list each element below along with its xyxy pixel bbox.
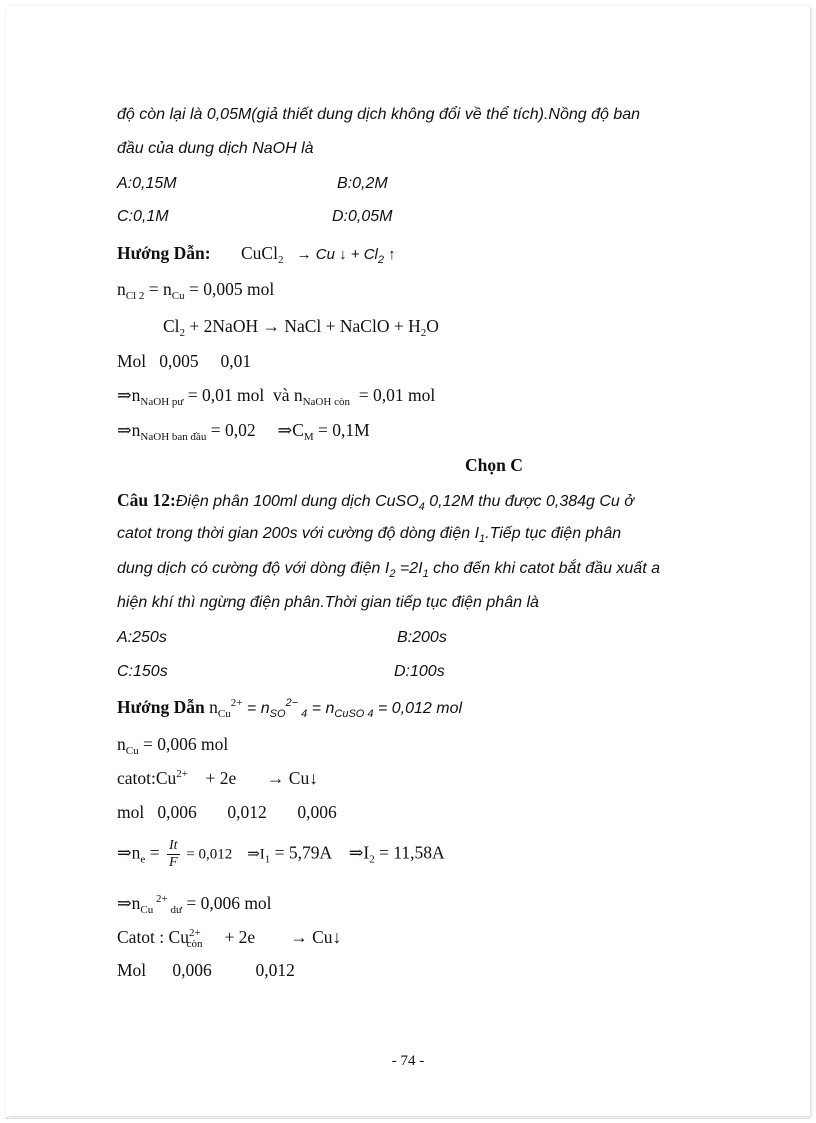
q11-options-row-1 (117, 172, 388, 196)
q11-options-row-2 (117, 205, 393, 229)
equation-cucl2: CuCl$_2$ → Cu ↓ + $Cl_2$ ↑ (241, 243, 396, 266)
q11-line-1: độ còn lại là 0,05M(giả thiết dung dịch không đổi về thể tích).Nồng độ ban (117, 106, 641, 123)
q12-options-row-1 (117, 626, 447, 650)
equation-cathode: $catot:Cu^{2+}$ + 2e → Cu↓ (117, 768, 318, 788)
page-bottom-rule (6, 1118, 810, 1119)
mol-row-2: mol 0,006 0,012 0,006 (117, 802, 337, 822)
answer-choice: Chọn C (465, 455, 523, 475)
equation-n-cu: $n_{Cu} = 0,006$ mol (117, 734, 229, 757)
q12-line-4: hiện khí thì ngừng điện phân.Thời gian tiếp tục điện phân là (117, 594, 539, 611)
solution-heading: Hướng Dẫn (117, 697, 205, 717)
q12-line-1: Câu 12:Điện phân 100ml dung dịch CuSO$_4$ 0,12M thu được 0,384g Cu ở (117, 490, 634, 513)
equation-cu-remaining: $\Rightarrow n_{Cu}$ $^{2+}$ $_{dư}$ = 0,006 mol (117, 893, 272, 916)
solution-11-heading-row (117, 241, 396, 267)
option-c: C:150s (117, 663, 168, 680)
equation-naoh-used: $\Rightarrow n_{NaOH pư} = 0,01$ mol và $n_{NaOH còn} = 0,01$ mol (117, 385, 436, 408)
equation-n-cl2: $n_{Cl 2} = n_{Cu} = 0,005$ mol (117, 279, 275, 302)
option-b: B:0,2M (337, 175, 388, 192)
solution-12-heading-row: Hướng Dẫn $n_{Cu}^{2+} = n_{SO}^{2-}$ $_4 = n_{CuSO 4} = 0,012$ mol (117, 697, 463, 720)
equation-current: $\Rightarrow n_e$ = $\frac{It}{F}$ = 0,012 $\Rightarrow I_1 = 5,79A$ $\Rightarrow I_2 = 11,58A$ (117, 838, 445, 870)
question-label: Câu 12: (117, 490, 176, 510)
fraction-it-over-f: $\frac{It}{F}$ (168, 838, 178, 870)
q11-line-2: đầu của dung dịch NaOH là (117, 140, 314, 157)
q12-options-row-2 (117, 660, 445, 684)
solution-heading: Hướng Dẫn: (117, 243, 211, 263)
option-b: B:200s (397, 629, 447, 646)
option-a: A:0,15M (117, 175, 177, 192)
mol-row-3: Mol 0,006 0,012 (117, 960, 295, 980)
option-d: D:100s (394, 663, 445, 680)
q12-line-2: catot trong thời gian 200s với cường độ dòng điện $I_1.Tiếp$ tục điện phân (117, 525, 622, 545)
equation-cathode-2: Catot : $Cu^{2+}_{còn}$ + 2e → Cu↓ (117, 927, 342, 950)
equation-cl2-naoh: $Cl_2$ + 2NaOH → NaCl + NaClO + $H_2O$ (163, 316, 439, 339)
page-number: - 74 - (391, 1053, 425, 1069)
option-c: C:0,1M (117, 208, 169, 225)
option-d: D:0,05M (332, 208, 393, 225)
option-a: A:250s (117, 629, 167, 646)
equation-cm: $\Rightarrow n_{NaOH ban đầu} = 0,02$ $\Rightarrow C_M = 0,1M$ (117, 420, 370, 443)
q12-line-3: dung dịch có cường độ với dòng điện $I_2 =2I_1$ cho đến khi catot bắt đầu xuất a (117, 560, 660, 580)
mol-row: Mol 0,005 0,01 (117, 351, 252, 371)
